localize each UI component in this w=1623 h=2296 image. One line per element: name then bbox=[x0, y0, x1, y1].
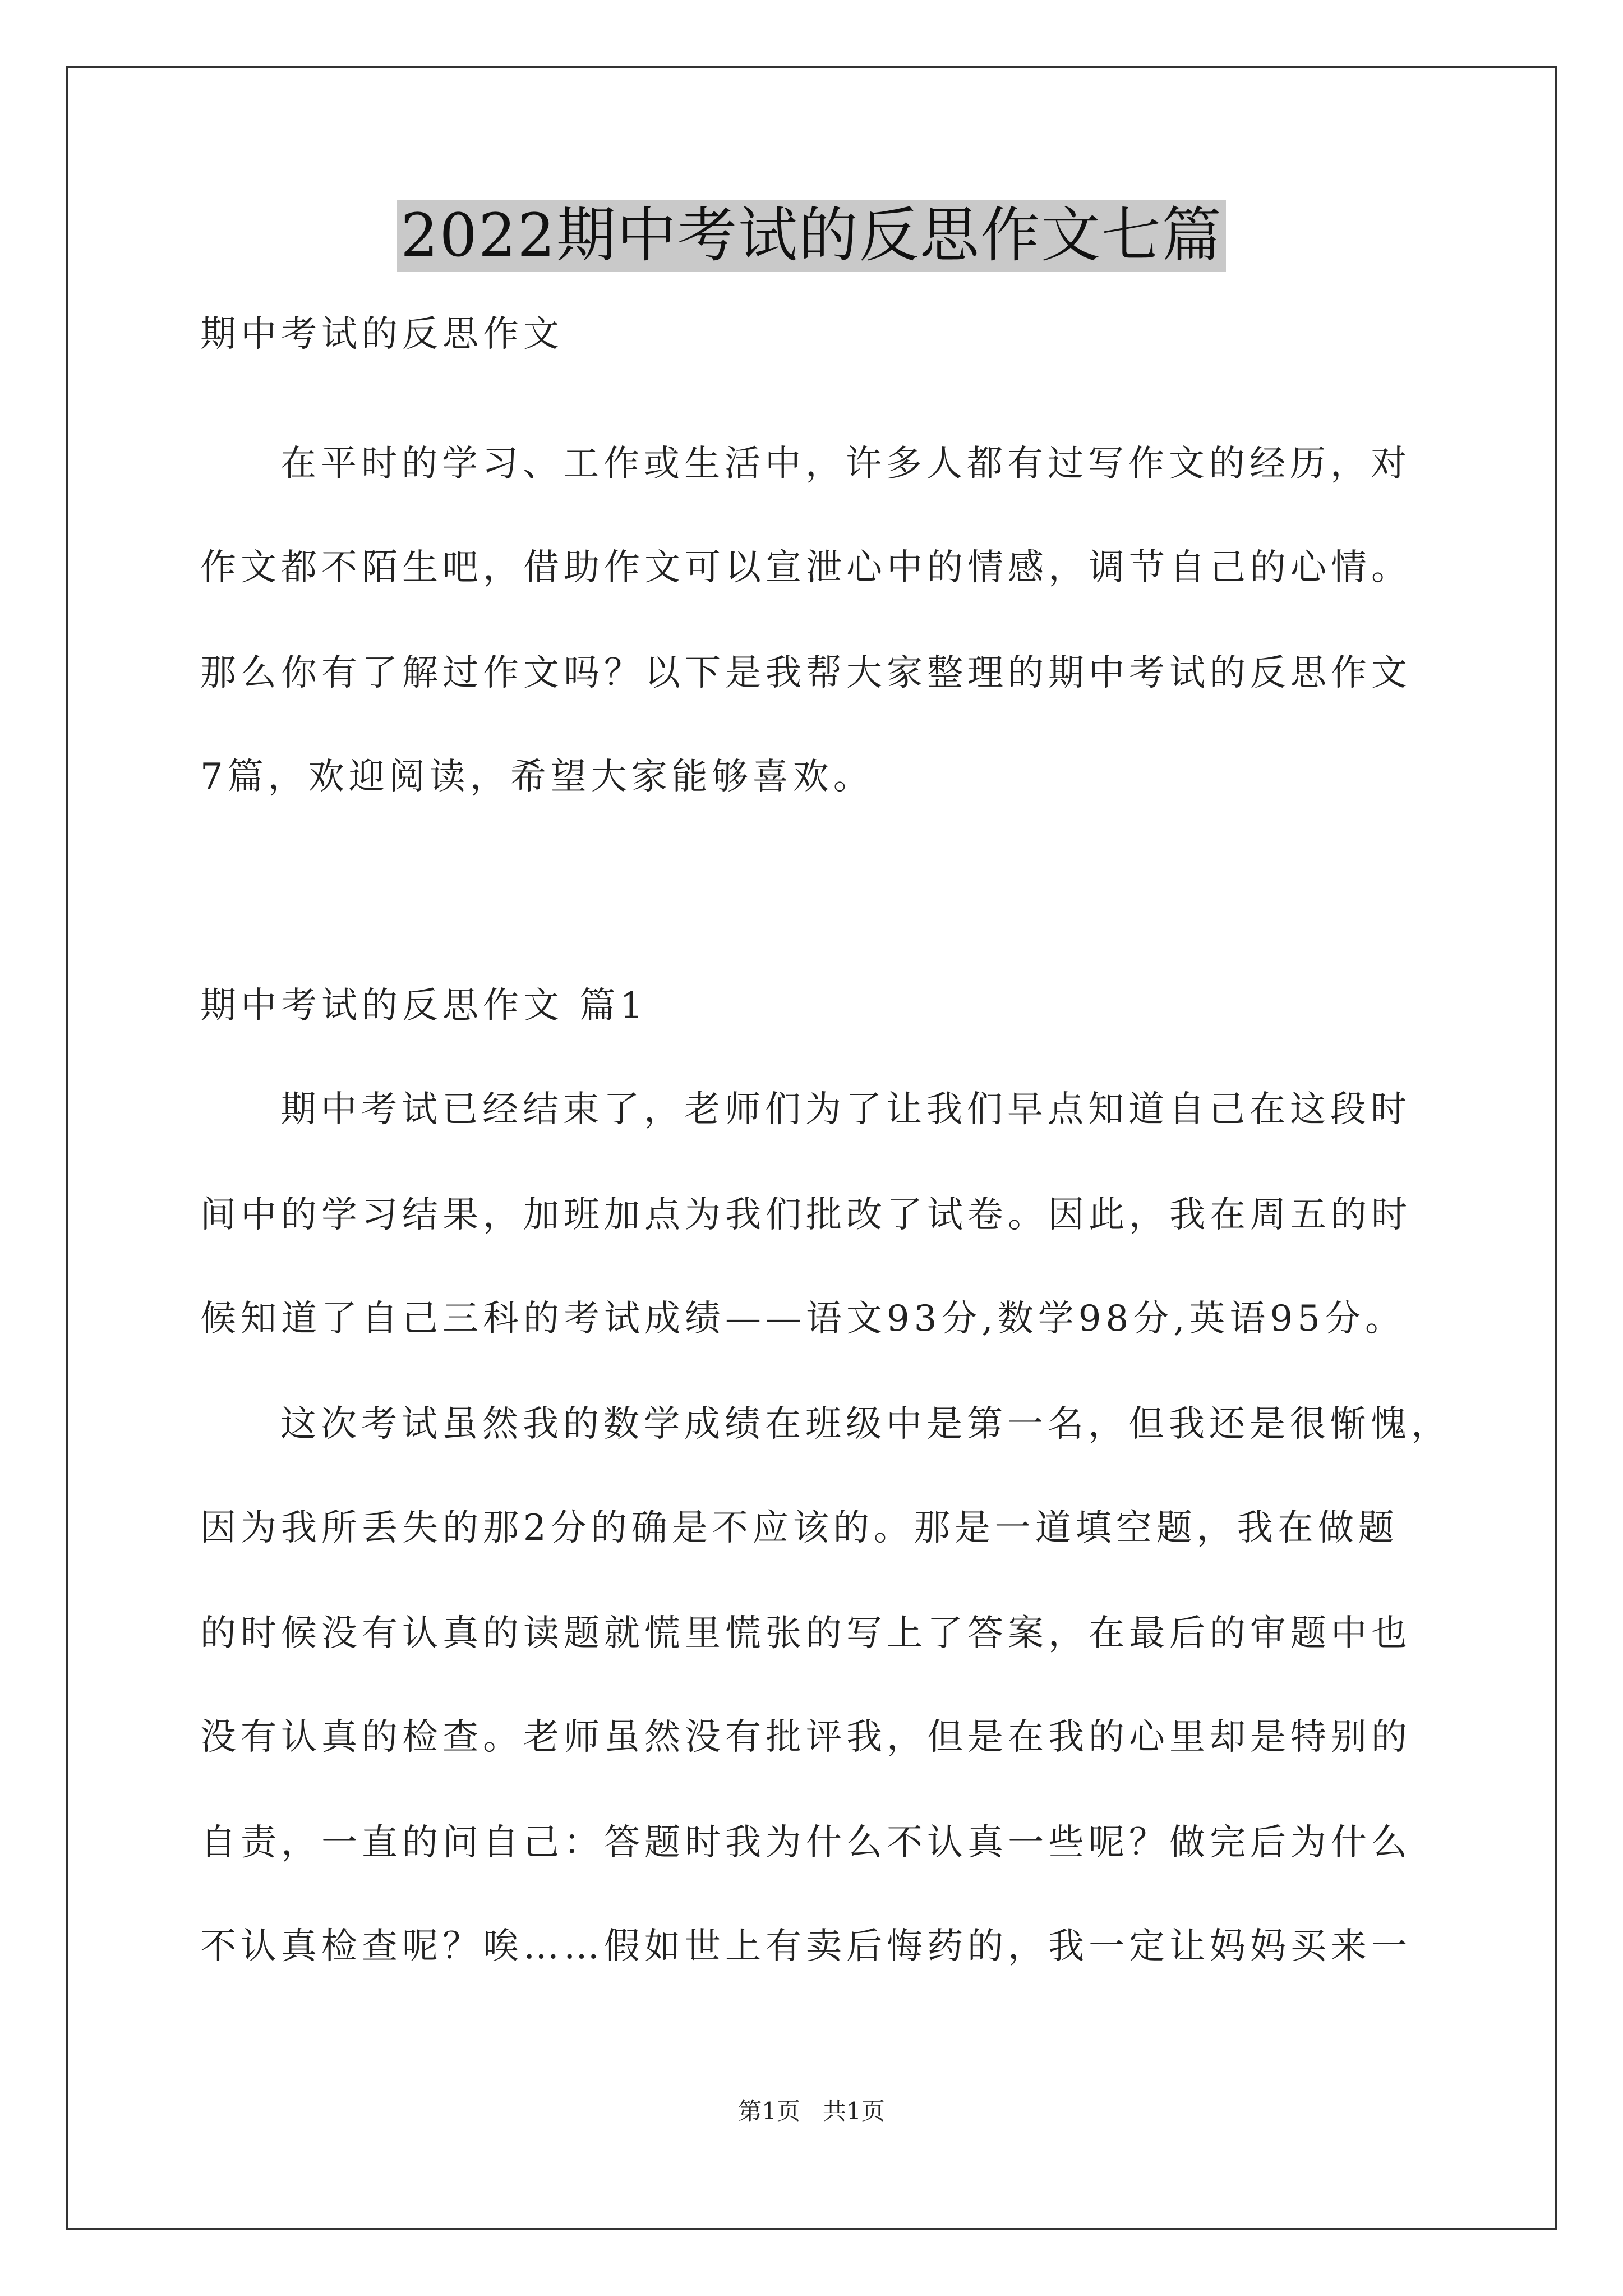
section-heading: 期中考试的反思作文 篇1 bbox=[200, 985, 648, 1027]
body-line-1: 期中考试已经结束了，老师们为了让我们早点知道自己在这段时 bbox=[280, 1089, 1411, 1130]
intro-line-2: 作文都不陌生吧，借助作文可以宣泄心中的情感，调节自己的心情。 bbox=[200, 547, 1412, 588]
body-line-7: 没有认真的检查。老师虽然没有批评我，但是在我的心里却是特别的 bbox=[200, 1717, 1412, 1758]
document-title: 2022期中考试的反思作文七篇 bbox=[397, 200, 1226, 272]
page-footer: 第1页 共1页 bbox=[738, 2097, 885, 2125]
body-line-3: 候知道了自己三科的考试成绩——语文93分,数学98分,英语95分。 bbox=[200, 1298, 1405, 1340]
body-line-4: 这次考试虽然我的数学成绩在班级中是第一名，但我还是很惭愧， bbox=[280, 1404, 1451, 1445]
intro-heading: 期中考试的反思作文 bbox=[200, 314, 564, 355]
body-line-5: 因为我所丢失的那2分的确是不应该的。那是一道填空题，我在做题 bbox=[200, 1507, 1399, 1549]
body-line-8: 自责，一直的问自己：答题时我为什么不认真一些呢？做完后为什么 bbox=[200, 1822, 1412, 1864]
intro-line-3: 那么你有了解过作文吗？以下是我帮大家整理的期中考试的反思作文 bbox=[200, 652, 1412, 694]
intro-line-1: 在平时的学习、工作或生活中，许多人都有过写作文的经历，对 bbox=[280, 443, 1411, 485]
body-line-6: 的时候没有认真的读题就慌里慌张的写上了答案，在最后的审题中也 bbox=[200, 1613, 1412, 1654]
body-line-9: 不认真检查呢？唉……假如世上有卖后悔药的，我一定让妈妈买来一 bbox=[200, 1926, 1412, 1967]
title-container bbox=[0, 200, 1623, 272]
intro-line-4: 7篇，欢迎阅读，希望大家能够喜欢。 bbox=[200, 756, 874, 798]
page-border bbox=[66, 66, 1557, 2230]
body-line-2: 间中的学习结果，加班加点为我们批改了试卷。因此，我在周五的时 bbox=[200, 1194, 1412, 1236]
